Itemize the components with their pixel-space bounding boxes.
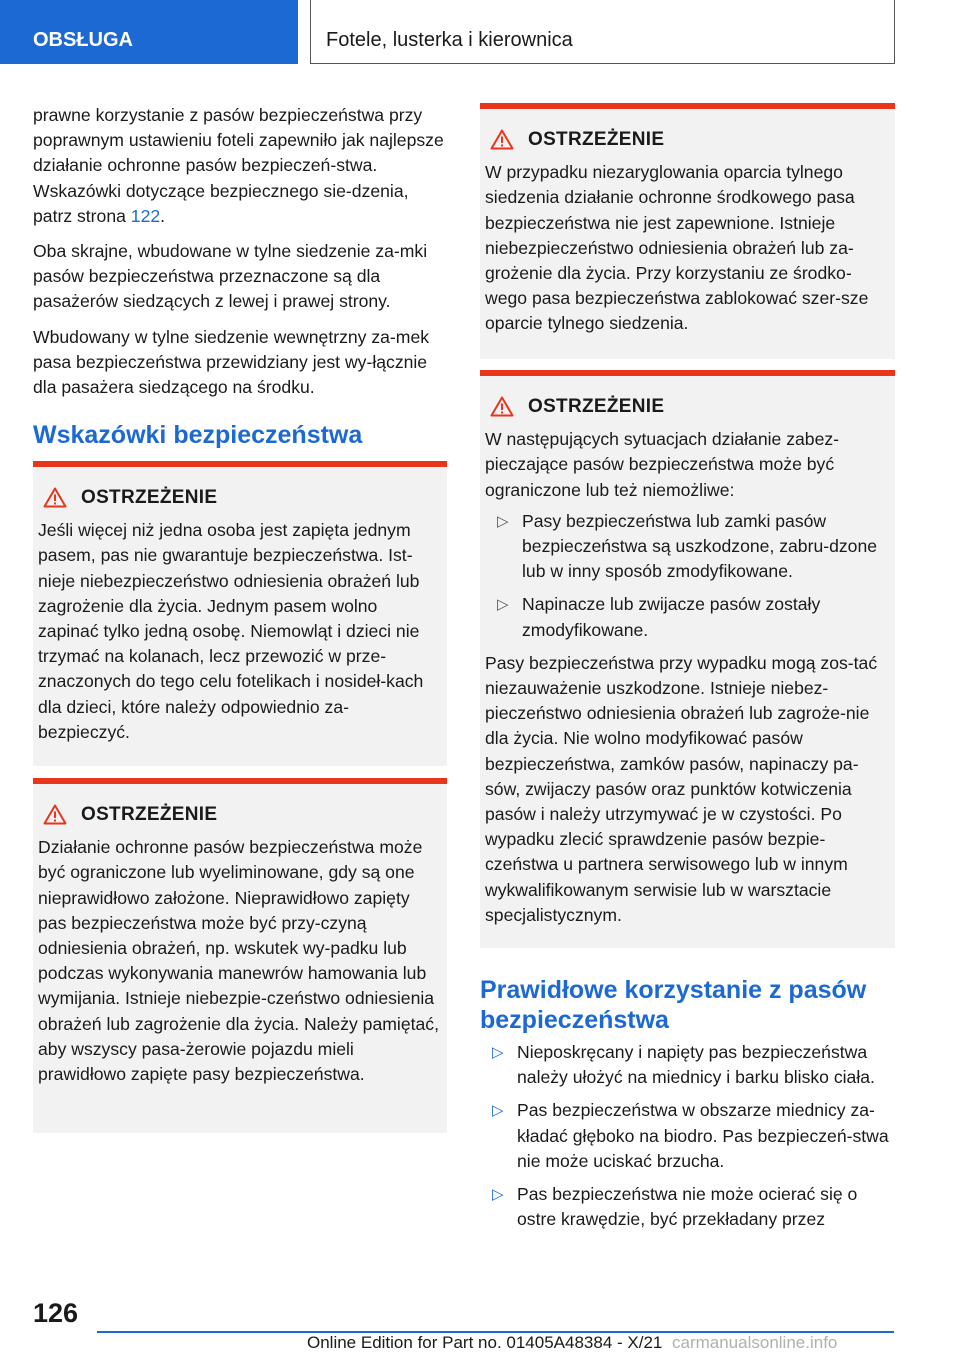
intro-text-end: . <box>160 205 166 226</box>
page-number: 126 <box>33 1298 79 1328</box>
list-item <box>480 1098 895 1174</box>
triangle-bullet-icon: ▷ <box>492 1102 504 1120</box>
section-heading-correct-use: Prawidłowe korzystanie z pasów bezpieczeństwa <box>480 976 867 1034</box>
section-tab <box>0 0 298 64</box>
warning-title-text: OSTRZEŻENIE <box>528 396 665 417</box>
correct-use-list <box>480 1040 895 1232</box>
warning-title <box>38 802 439 827</box>
left-column <box>33 103 447 410</box>
warning-title-text: OSTRZEŻENIE <box>528 129 665 150</box>
triangle-bullet-icon: ▷ <box>492 1044 504 1061</box>
watermark: carmanualsonline.info <box>672 1333 838 1352</box>
warning-title <box>485 127 887 152</box>
warning-intro: W następujących sytuacjach działanie zabez-pieczające pasów bezpieczeństwa może być ograniczone lub też niemożliwe: <box>485 429 840 500</box>
warning-conditions-list <box>485 509 887 643</box>
intro-paragraph-3: Wbudowany w tylne siedzenie wewnętrzny za-mek pasa bezpieczeństwa przewidziany jest wy-łącznie dla pasażera siedzącego na środku. <box>33 326 430 398</box>
warning-title-text: OSTRZEŻENIE <box>81 487 218 508</box>
list-item-text: Pasy bezpieczeństwa lub zamki pasów bezpieczeństwa są uszkodzone, zabru-dzone lub w inny sposób zmodyfikowane. <box>522 510 878 582</box>
list-item-text: Pas bezpieczeństwa w obszarze miednicy za-kładać głęboko na biodro. Pas bezpieczeń-stwa nie może uciskać brzucha. <box>517 1100 889 1171</box>
warning-box-2 <box>33 778 447 1133</box>
section-heading-safety: Wskazówki bezpieczeństwa <box>33 421 363 449</box>
warning-triangle-icon <box>490 396 514 417</box>
list-item-text: Pas bezpieczeństwa nie może ocierać się o ostre krawędzie, być przekładany przez <box>517 1184 858 1230</box>
triangle-bullet-icon: ▷ <box>492 1186 504 1204</box>
correct-use-list-container <box>480 1040 895 1240</box>
page-reference-link[interactable]: 122 <box>130 205 161 226</box>
intro-text: prawne korzystanie z pasów bezpieczeństwa przy poprawnym ustawieniu foteli zapewniło jak najlepsze działanie ochronne pasów bezpieczeń-stwa. Wskazówki dotyczące bezpiecznego sie-dzenia, patrz strona <box>33 105 444 226</box>
warning-triangle-icon <box>490 129 514 150</box>
warning-triangle-icon <box>43 487 67 508</box>
warning-triangle-icon <box>43 804 67 825</box>
intro-paragraph-1 <box>33 103 447 229</box>
warning-title-text: OSTRZEŻENIE <box>81 804 218 825</box>
warning-box-3 <box>480 103 895 359</box>
list-item-text: Nieposkręcany i napięty pas bezpieczeństwa należy ułożyć na miednicy i barku blisko ciała. <box>517 1042 875 1088</box>
triangle-bullet-icon: ▷ <box>497 512 509 530</box>
list-item <box>485 592 887 642</box>
warning-title <box>38 485 439 510</box>
triangle-bullet-icon: ▷ <box>497 596 509 614</box>
warning-text: Jeśli więcej niż jedna osoba jest zapięta jednym pasem, pas nie gwarantuje bezpieczeństwa. Ist-nieje niebezpieczeństwo odniesienia obrażeń lub zagrożenie dla życia. Jednym pasem wolno zapinać tylko jedną osobę. Niemowląt i dzieci nie trzymać na kolanach, lecz przewozić w prze-znaczonych do tego celu fotelikach i nosideł-kach dla dzieci, które należy odpowiednio za-bezpieczyć. <box>38 520 424 742</box>
warning-title <box>485 394 887 419</box>
warning-text: Działanie ochronne pasów bezpieczeństwa może być ograniczone lub wyeliminowane, gdy są one nieprawidłowo założone. Nieprawidłowo zapięty pas bezpieczeństwa może być przy-czyną odniesienia obrażeń, np. wskutek wy-padku lub podczas wykonywania manewrów hamowania lub wymijania. Istnieje niebezpie-czeństwo odniesienia obrażeń lub zagrożenie dla życia. Należy pamiętać, aby wszyscy pasa-żerowie pojazdu mieli prawidłowo zapięte pasy bezpieczeństwa. <box>38 837 439 1085</box>
warning-text: Pasy bezpieczeństwa przy wypadku mogą zos-tać niezauważenie uszkodzone. Istnieje niebez-pieczeństwo odniesienia obrażeń lub zagroże-nie dla życia. Nie wolno modyfikować pasów bezpieczeństwa, zamków pasów, napinaczy pa-sów, zwijaczy pasów oraz punktów kotwiczenia pasów i należy utrzymywać je w czystości. Po wypadku zlecić sprawdzenie pasów bezpie-czeństwa u partnera serwisowego lub w innym wykwalifikowanym serwisie lub w warsztacie specjalistycznym. <box>485 652 878 925</box>
list-item <box>480 1182 895 1232</box>
list-item <box>485 509 887 585</box>
list-item <box>480 1040 895 1090</box>
warning-box-4 <box>480 370 895 948</box>
section-label: OBSŁUGA <box>33 29 133 51</box>
warning-box-1 <box>33 461 447 766</box>
intro-paragraph-2: Oba skrajne, wbudowane w tylne siedzenie za-mki pasów bezpieczeństwa przeznaczone są dla pasażerów siedzących z lewej i prawej strony. <box>33 241 428 312</box>
list-item-text: Napinacze lub zwijacze pasów zostały zmodyfikowane. <box>522 594 821 640</box>
chapter-header <box>310 0 895 64</box>
edition-info: Online Edition for Part no. 01405A48384 - X/21 <box>307 1333 663 1352</box>
warning-text: W przypadku niezaryglowania oparcia tylnego siedzenia działanie ochronne środkowego pasa bezpieczeństwa nie jest zapewnione. Istnieje niebezpieczeństwo odniesienia obrażeń lub za-grożenie dla życia. Przy korzystaniu ze środko-wego pasa bezpieczeństwa zablokować szer-sze oparcie tylnego siedzenia. <box>485 162 869 334</box>
chapter-title: Fotele, lusterka i kierownica <box>326 29 573 51</box>
